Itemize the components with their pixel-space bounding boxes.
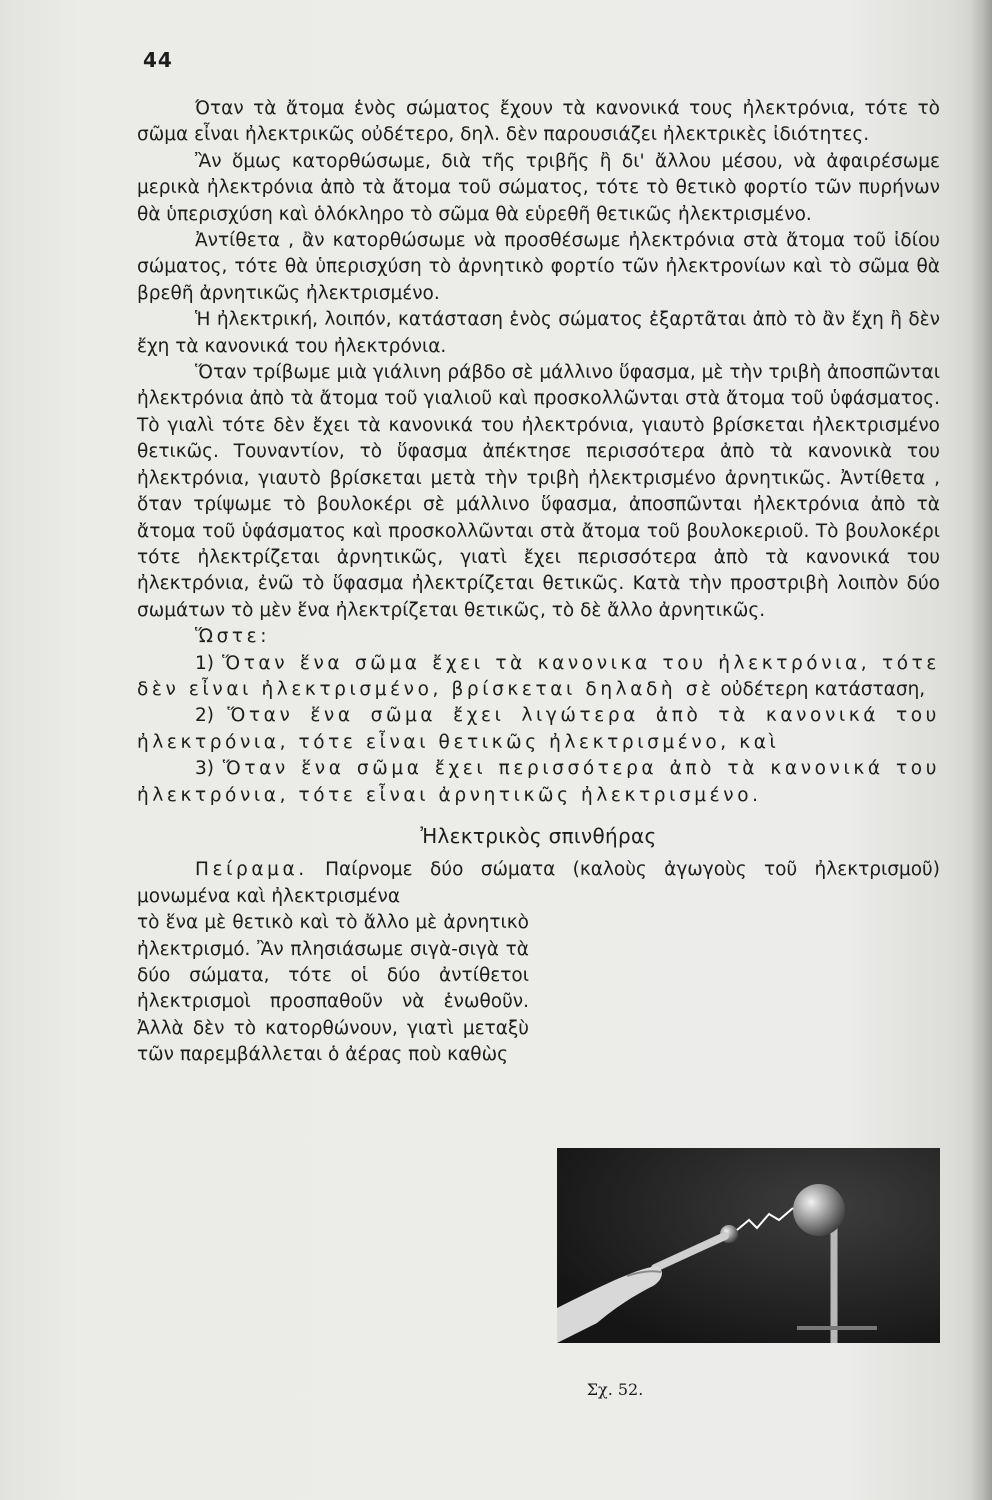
experiment-continuation: τὸ ἕνα μὲ θετικὸ καὶ τὸ ἄλλο μὲ ἀρνητικὸ ἠλεκτρισμό. Ἂν πλησιάσωμε σιγὰ-σιγὰ τὰ δύο σώματα, τότε οἱ δύο ἀντίθετοι ἠλεκτρισμοὶ προσπαθοῦν νὰ ἑνωθοῦν. Ἀλλὰ δὲν τὸ κατορθώνουν, γιατὶ μεταξὺ τῶν παρεμβάλλεται ὁ ἀέρας ποὺ καθὼς (137, 912, 529, 1066)
experiment-label: Πείραμα. (195, 859, 308, 881)
experiment-intro (137, 857, 940, 910)
paragraph-electric-state: Ἡ ἠλεκτρική, λοιπόν, κατάσταση ἑνὸς σώματος ἐξαρτᾶται ἀπὸ τὸ ἂν ἔχη ἢ δὲν ἔχη τὰ κανονικά του ἠλεκτρόνια. (137, 309, 940, 357)
figure-caption: Σχ. 52. (586, 1380, 644, 1399)
spark-illustration (557, 1148, 940, 1343)
rule-3-number: 3) (195, 758, 214, 780)
rule-1-plain: οὐδέτερη κατάσταση, (720, 678, 926, 700)
figure-shade (557, 1148, 940, 1343)
paragraph-negative-charge: Ἀντίθετα , ἂν κατορθώσωμε νὰ προσθέσωμε ἠλεκτρόνια στὰ ἄτομα τοῦ ἰδίου σώματος, τότε θὰ ὑπερισχύση τὸ ἀρνητικὸ φορτίο τῶν ἠλεκτρονίων καὶ τὸ σῶμα θὰ βρεθῆ ἀρνητικῶς ἠλεκτρισμένο. (137, 230, 940, 304)
section-heading: Ἠλεκτρικὸς σπινθήρας (420, 823, 657, 848)
page-body (137, 96, 940, 1069)
rule-2 (137, 703, 940, 756)
experiment-first-line: Παίρνομε δύο σώματα (καλοὺς ἀγωγοὺς τοῦ ἠλεκτρισμοῦ) μονωμένα καὶ ἠλεκτρισμένα (137, 859, 940, 907)
rule-3 (137, 756, 940, 809)
spark-figure (557, 1148, 940, 1343)
conductor-sphere (793, 1184, 845, 1236)
rule-3-text: Ὅταν ἕνα σῶμα ἔχει περισσότερα ἀπὸ τὰ κανονικά του ἠλεκτρόνια, τότε εἶναι ἀρνητικῶς ἠλεκτρισμένο. (137, 758, 940, 806)
rule-1-text: Ὅταν ἕνα σῶμα ἔχει τὰ κανονικα του ἠλεκτρόνια, τότε δὲν εἶναι ἠλεκτρισμένο, βρίσκεται δηλαδὴ σὲ (137, 652, 940, 700)
page-number: 44 (143, 48, 173, 72)
conclusion-label: Ὥστε: (195, 626, 271, 648)
rule-2-text: Ὅταν ἕνα σῶμα ἔχει λιγώτερα ἀπὸ τὰ κανονικά του ἠλεκτρόνια, τότε εἶναι θετικῶς ἠλεκτρισμένο, καὶ (137, 705, 940, 753)
page-spine-shadow (970, 0, 992, 1500)
rule-1-number: 1) (195, 652, 214, 674)
paragraph-positive-charge: Ἂν ὅμως κατορθώσωμε, διὰ τῆς τριβῆς ἢ δι' ἄλλου μέσου, νὰ ἀφαιρέσωμε μερικὰ ἠλεκτρόνια ἀπὸ τὰ ἄτομα τοῦ σώματος, τότε τὸ θετικὸ φορτίο τῶν πυρήνων θὰ ὑπερισχύση καὶ ὁλόκληρο τὸ σῶμα θὰ εὑρεθῆ θετικῶς ἠλεκτρισμένο. (137, 150, 940, 225)
rule-2-number: 2) (195, 705, 214, 727)
paragraph-friction-example: Ὅταν τρίβωμε μιὰ γιάλινη ράβδο σὲ μάλλινο ὕφασμα, μὲ τὴν τριβὴ ἀποσπῶνται ἠλεκτρόνια ἀπὸ τὰ ἄτομα τοῦ γιαλιοῦ καὶ προσκολλῶνται στὰ ἄτομα τοῦ ὑφάσματος. Τὸ γιαλὶ τότε δὲν ἔχει τὰ κανονικά του ἠλεκτρόνια, γιαυτὸ βρίσκεται ἠλεκτρισμένο θετικῶς. Τουναντίον, τὸ ὕφασμα ἀπέκτησε περισσότερα ἀπὸ τὰ κανονικὰ του ἠλεκτρόνια, γιαυτὸ βρίσκεται μετὰ τὴν τριβὴ ἠλεκτρισμένο ἀρνητικῶς. Ἀντίθετα , ὅταν τρίψωμε τὸ βουλοκέρι σὲ μάλλινο ὕφασμα, ἀποσπῶνται ἠλεκτρόνια ἀπὸ τὰ ἄτομα τοῦ ὑφάσματος καὶ προσκολλῶνται στὰ ἄτομα τοῦ βουλοκεριοῦ. Τὸ βουλοκέρι τότε ἠλεκτρίζεται ἀρνητικῶς, γιατὶ ἔχει περισσότερα ἀπὸ τὰ κανονικά του ἠλεκτρόνια, ἐνῶ τὸ ὕφασμα ἠλεκτρίζεται θετικῶς. Κατὰ τὴν προστριβὴ λοιπὸν δύο σωμάτων τὸ μὲν ἕνα ἠλεκτρίζεται θετικῶς, τὸ δὲ ἄλλο ἀρνητικῶς. (137, 362, 940, 621)
rule-1 (137, 651, 940, 704)
paragraph-neutral-body: Όταν τὰ ἄτομα ἑνὸς σώματος ἔχουν τὰ κανονικά τους ἠλεκτρόνια, τότε τὸ σῶμα εἶναι ἠλεκτρικῶς οὐδέτερο, δηλ. δὲν παρουσιάζει ἠλεκτρικὲς ἰδιότητες. (137, 98, 940, 146)
